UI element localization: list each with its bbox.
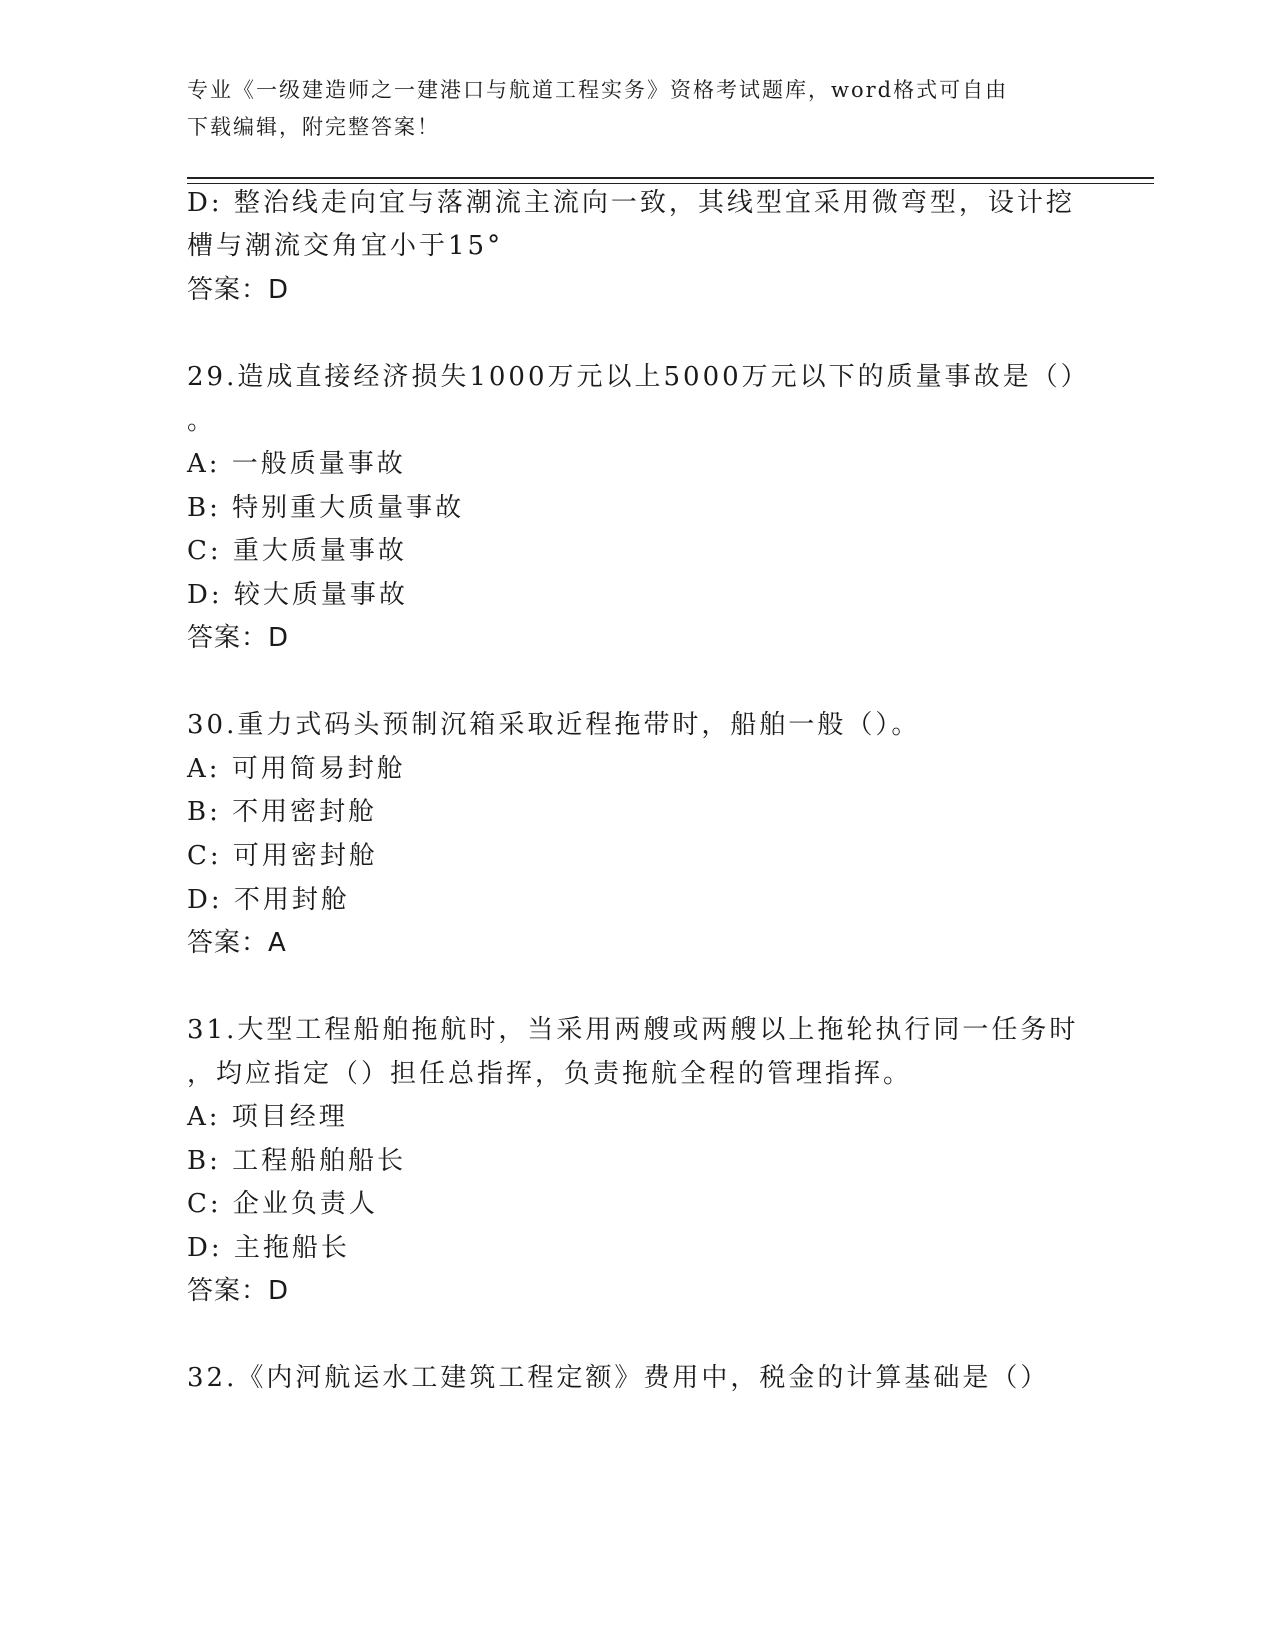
q30-option-a: A: 可用简易封舱: [187, 754, 406, 784]
q29-option-c: C: 重大质量事故: [187, 536, 407, 566]
q31-option-d: D: 主拖船长: [187, 1233, 350, 1263]
header-line-2: 下载编辑，附完整答案！: [187, 115, 440, 139]
q29-option-a: A: 一般质量事故: [187, 449, 406, 479]
q31-option-b: B: 工程船舶船长: [187, 1146, 407, 1176]
q30-stem: 30.重力式码头预制沉箱采取近程拖带时，船舶一般（）。: [187, 710, 921, 740]
q29-stem-line-1: 29.造成直接经济损失1000万元以上5000万元以下的质量事故是（）: [187, 362, 1090, 392]
document-header: [187, 72, 1087, 146]
q31-stem-line-1: 31.大型工程船舶拖航时，当采用两艘或两艘以上拖轮执行同一任务时: [187, 1015, 1079, 1045]
q30-option-d: D: 不用封舱: [187, 885, 350, 915]
q31-option-c: C: 企业负责人: [187, 1189, 378, 1219]
q28-option-d-line-1: D: 整治线走向宜与落潮流主流向一致，其线型宜采用微弯型，设计挖: [187, 188, 1075, 218]
header-divider-thin: [187, 183, 1154, 184]
header-divider-thick: [187, 177, 1154, 179]
q28-option-d-line-2: 槽与潮流交角宜小于15°: [187, 231, 504, 261]
header-line-1: 专业《一级建造师之一建港口与航道工程实务》资格考试题库，word格式可自由: [187, 78, 1009, 102]
q31-option-a: A: 项目经理: [187, 1102, 348, 1132]
q31-answer: 答案：D: [187, 1276, 290, 1306]
q30-option-c: C: 可用密封舱: [187, 841, 378, 871]
q29-stem-line-2: 。: [187, 406, 217, 436]
q31-stem-line-2: ，均应指定（）担任总指挥，负责拖航全程的管理指挥。: [187, 1059, 913, 1089]
q29-answer: 答案：D: [187, 623, 290, 653]
q28-answer: 答案：D: [187, 275, 290, 305]
q29-option-d: D: 较大质量事故: [187, 580, 408, 610]
q29-option-b: B: 特别重大质量事故: [187, 493, 465, 523]
q32-stem: 32.《内河航运水工建筑工程定额》费用中，税金的计算基础是（）: [187, 1363, 1050, 1393]
q30-answer: 答案：A: [187, 928, 287, 958]
q30-option-b: B: 不用密封舱: [187, 797, 378, 827]
